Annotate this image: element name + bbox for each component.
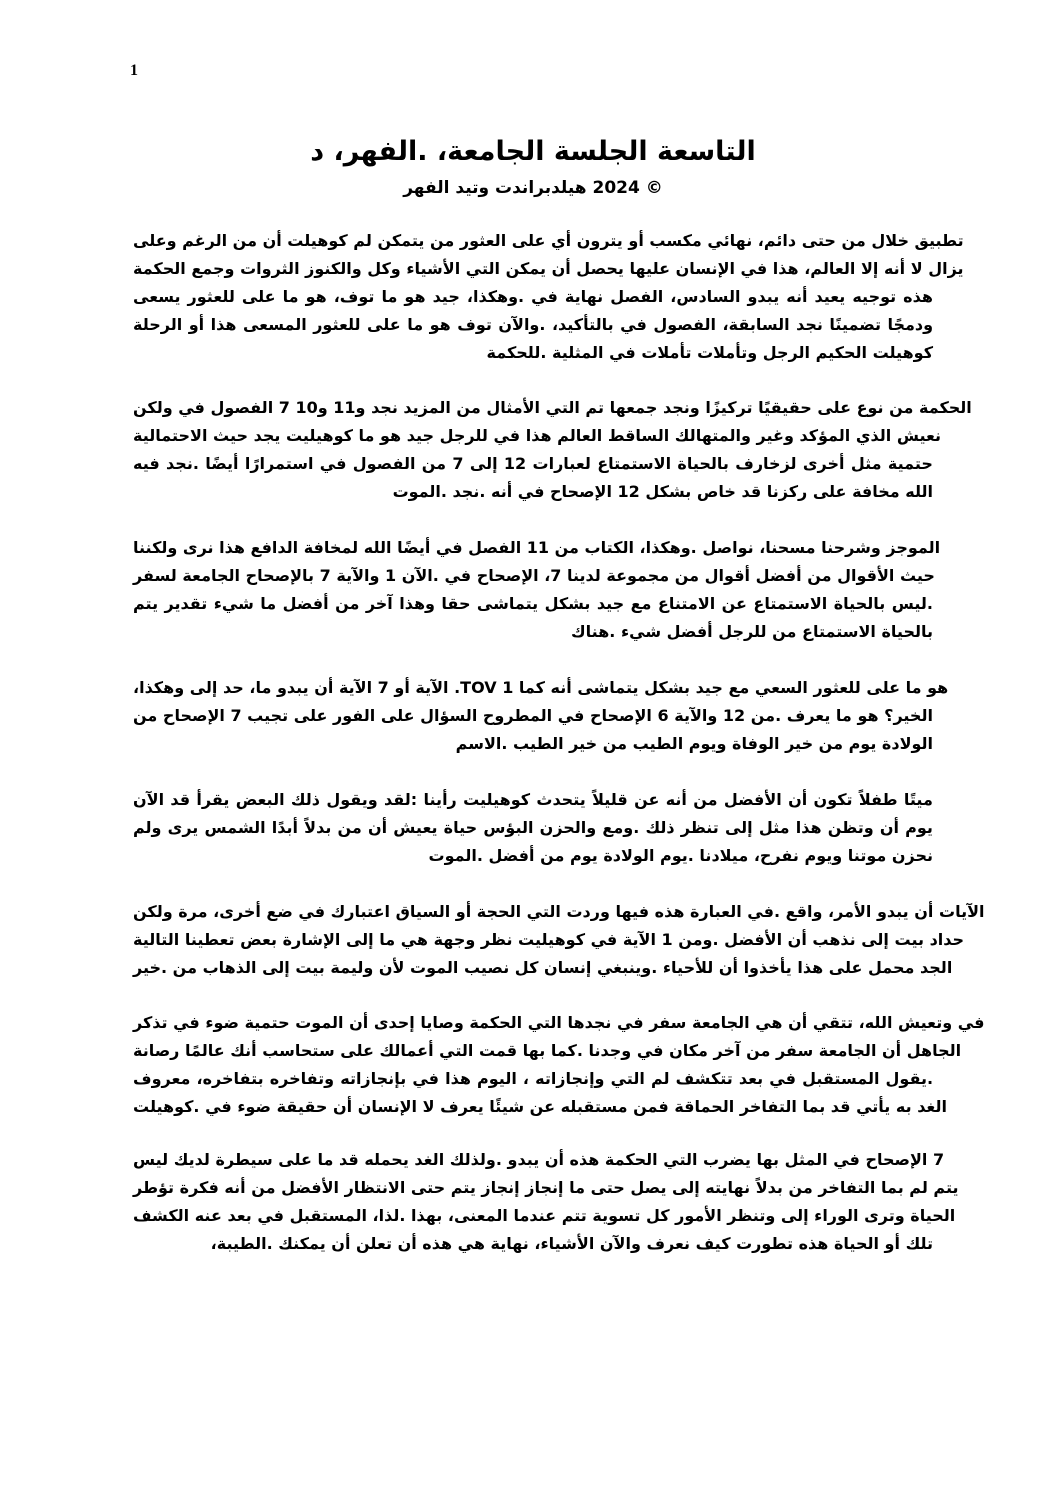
paragraph xyxy=(133,1009,985,1121)
text-line: ولكن مرة أخرى، ضع في اعتبارك السياق أو الحجة التي وردت فيها هذه العبارة .في واقع الأمر، يبدو أن الآيات xyxy=(133,902,985,921)
paragraph xyxy=(133,534,941,646)
text-line: تذكر في ضوء حتمية الموت أن إحدى وصايا الحكمة التي نجدها في سفر الجامعة هي أن تتقي الله، وتعيش في xyxy=(133,1013,985,1032)
text-line: تؤطر فكرة أنه من الأفضل الانتظار حتى يتم إنجاز إنجاز ما حتى يصل إلى نهايته بدلاً من التفاخر بما لم يتم xyxy=(133,1178,959,1197)
text-line: .للحكمة المثلية في تأملات وتأملات الرجل الحكيم كوهيلت xyxy=(486,343,933,362)
text-line: الحكمة وجمع الثروات والكنوز وكل الأشياء التي يمكن أن يحصل عليها الإنسان في هذا العالم، إلا أنه لا يزال xyxy=(133,259,964,278)
paragraph xyxy=(133,227,964,367)
text-line: التالية تعطينا بعض الإشارة إلى ما هي وجهة نظر كوهيليت في الآية 1 .ومن الأفضل أن نذهب إلى بيت حداد xyxy=(133,930,965,949)
text-line: رصانة عالمًا أنك ستحاسب على أعمالك التي قمت بها .كما وجدنا في مكان آخر من سفر الجامعة أن الجاهل xyxy=(133,1041,962,1060)
paragraph xyxy=(133,674,949,758)
text-line: ولكننا نرى هذا الدافع لمخافة الله أيضًا في الفصل 11 من الكتاب .وهكذا، نواصل مسحنا، وشرحنا الموجز xyxy=(133,538,941,557)
text-line: .الموت أفضل من يوم الولادة .يوم ميلادنا نفرح، ويوم موتنا نحزن xyxy=(428,846,933,865)
document-title: د .الفهر، الجامعة، الجلسة التاسعة xyxy=(310,136,756,167)
document-subtitle: الفهر وتيد هيلدبراندت 2024 © xyxy=(403,178,663,198)
text-line: معروف بتفاخره، وتفاخره بإنجازاته في هذا اليوم ، وإنجازاته التي لم تتكشف بعد في المستقبل .يقول xyxy=(133,1069,934,1088)
paragraph xyxy=(133,898,985,982)
text-line: الاحتمالية حيث يجد كوهيليت ما هو جيد للرجل في هذا العالم الساقط والمتهالك وغير المؤكد الذي نعيش xyxy=(133,426,942,445)
text-line: ولم يرى الشمس أبدًا بدلاً من أن يعيش حياة البؤس والحزن .ومع ذلك تنظر إلى مثل هذا وتظن أن يوم xyxy=(133,818,933,837)
text-line: وعلى الرغم من أن كوهيلت لم يتمكن من العثور على أي يترون أو مكسب نهائي دائم، حتى من خلال تطبيق xyxy=(133,231,964,250)
text-line: الآن قد يقرأ البعض ذلك ويقول :لقد رأينا كوهيليت يتحدث قليلاً عن أنه من الأفضل أن تكون طفلاً ميتًا xyxy=(133,790,933,809)
text-line: ولكن في الفصول 7 و10 و11 نجد المزيد من الأمثال التي تم جمعها ونجد تركيزًا حقيقيًا على نوع من الحكمة xyxy=(133,398,972,417)
text-line: فيه .نجد أيضًا استمرارًا في الفصول من 7 إلى 12 لعبارات الاستمتاع بالحياة لزخارف أخرى مثل حتمية xyxy=(133,454,933,473)
text-line: وهكذا، إلى حد ما، يبدو أن الآية 7 أو الآية TOV. 1 كما أنه يتماشى بشكل جيد مع السعي للعثور على ما هو xyxy=(133,678,949,697)
text-line: .الاسم الطيب خير من الطيب ويوم الوفاة خير من يوم الولادة xyxy=(455,734,933,753)
paragraph xyxy=(133,1146,959,1258)
text-line: .الطيبة، يمكنك أن تعلن أن هذه هي نهاية الأشياء، والآن نعرف كيف تطورت هذه الحياة أو تلك xyxy=(210,1234,933,1253)
paragraph xyxy=(133,394,972,506)
text-line: .خير من الذهاب إلى بيت وليمة لأن الموت نصيب كل إنسان .وينبغي للأحياء أن يأخذوا هذا على محمل الجد xyxy=(133,958,953,977)
text-line: يتم تقدير شيء ما أفضل من آخر وهذا حقا يتماشى بشكل جيد مع الامتناع عن الاستمتاع بالحياة .ليس xyxy=(133,594,933,613)
text-line: الكشف عنه بعد في المستقبل .لذا، بهذا المعنى، عندما تتم تسوية كل الأمور وتنظر إلى الوراء وترى الحياة xyxy=(133,1206,956,1225)
text-line: .الموت .نجد أنه في الإصحاح 12 بشكل خاص قد ركزنا على مخافة الله xyxy=(392,482,933,501)
paragraph xyxy=(133,786,933,870)
text-line: لسفر الجامعة بالإصحاح 7 والآية 1 .الآن في الإصحاح 7، لدينا مجموعة من أقوال أفضل من الأقوال حيث xyxy=(133,566,935,585)
text-line: .هناك شيء أفضل للرجل من الاستمتاع بالحياة xyxy=(571,622,933,641)
page-number: 1 xyxy=(130,62,138,79)
text-line: من الإصحاح 7 تجيب على الفور على السؤال المطروح في الإصحاح 6 والآية 12 .من يعرف ما هو الخير؟ xyxy=(133,706,933,725)
text-line: .كوهيلت في ضوء حقيقة أن الإنسان لا يعرف شيئًا عن مستقبله فمن الحماقة التفاخر بما قد يأتي به الغد xyxy=(133,1097,947,1116)
text-line: ليس لديك سيطرة على ما قد يحمله الغد .ولذلك يبدو أن هذه الحكمة التي يضرب بها المثل في الإصحاح 7 xyxy=(133,1150,945,1169)
text-line: الرحلة أو هذا المسعى للعثور على ما هو توف .والآن بالتأكيد، في الفصول السابقة، نجد تضمينًا ودمجًا xyxy=(133,315,934,334)
text-line: يسعى للعثور على ما هو توف، ما هو جيد .وهكذا، في نهاية الفصل السادس، يبدو أنه يعيد توجيه هذه xyxy=(133,287,933,306)
